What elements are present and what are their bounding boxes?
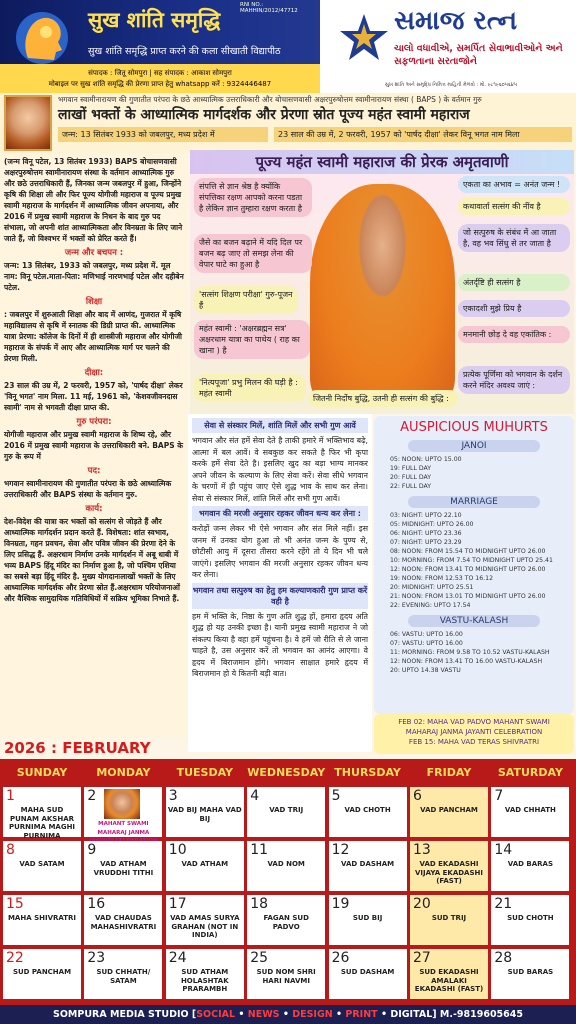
rni-number: RNI NO.: MAHHIN/2012/47712	[240, 2, 298, 14]
calendar-day-cell[interactable]	[329, 841, 407, 891]
muhurt-line: 20: UPTO 14.38 VASTU	[390, 667, 461, 674]
festival-line: FEB 02: MAHA VAD PADVO MAHANT SWAMI	[398, 718, 550, 726]
calendar-day-number: 16	[87, 896, 106, 912]
footer-social: SOCIAL	[196, 1009, 236, 1020]
editor-bar	[0, 64, 320, 93]
bio-heading-work: कार्य:	[85, 504, 103, 514]
calendar-day-number: 13	[413, 842, 431, 858]
calendar-day-number: 12	[331, 842, 350, 858]
muhurts-title: AUSPICIOUS MUHURTS	[400, 420, 548, 435]
calendar-day-event: SUD ATHAM HOLASHTAK PRARAMBH	[180, 968, 229, 993]
muhurt-line: 22: EVENING: UPTO 17.54	[390, 602, 471, 609]
quotes-title: पूज्य महंत स्वामी महाराज की प्रेरक अमृतवाणी	[190, 150, 574, 174]
marriage-list	[378, 511, 570, 610]
calendar-day-cell[interactable]	[247, 895, 325, 945]
samaj-ratna-title: સમાજ રત્ન	[394, 6, 518, 36]
teachings-column	[188, 414, 372, 752]
marriage-label: MARRIAGE	[408, 496, 540, 508]
muhurt-line: 07: VASTU: UPTO 16.00	[390, 640, 463, 647]
calendar-day-number: 28	[494, 950, 513, 966]
calendar-day-cell[interactable]	[247, 841, 325, 891]
swami-photo	[310, 184, 455, 404]
muhurt-line: 07: NIGHT: UPTO 23.29	[390, 539, 462, 546]
muhurt-line: 22: FULL DAY	[390, 483, 432, 490]
muhurt-line: 06: VASTU: UPTO 16.00	[390, 631, 463, 638]
muhurt-line: 20: FULL DAY	[390, 474, 432, 481]
intro-band	[0, 93, 576, 153]
calendar-day-number: 15	[6, 896, 24, 912]
calendar-day-number: 20	[413, 896, 431, 912]
calendar-day-cell[interactable]	[3, 895, 81, 945]
teaching-heading-2: भगवान की मरजी अनुसार रहकर जीवन धन्य कर लेना :	[192, 506, 368, 521]
calendar-day-event: VAD CHAUDAS MAHASHIVRATRI	[90, 914, 157, 931]
calendar-day-cell[interactable]	[491, 895, 569, 945]
calendar-day-number: 21	[494, 896, 513, 912]
day-header: SUNDAY	[16, 766, 68, 779]
editor-line: संपादक : जितू सोमपुरा | सह संपादक : आकाश सोमपुरा	[88, 69, 232, 77]
contact-line: मोबाइल पर सुख शांति समृद्धि की प्रेरणा प्राप्त हेतु whatsapp करें : 9324446487	[48, 80, 272, 88]
quote-5: 'नित्यपूजा' प्रभु मिलन की घड़ी है : महंत स्वामी	[194, 374, 306, 402]
calendar-day-number: 19	[331, 896, 350, 912]
quote-9: अंतर्दृष्टि ही सत्संग है	[458, 274, 570, 291]
calendar-day-event: VAD CHOTH	[344, 806, 391, 814]
muhurt-line: 06: NIGHT: UPTO 23.36	[390, 530, 462, 537]
calendar-day-event: VAD BIJ MAHA VAD BIJ	[167, 806, 242, 823]
calendar-day-event: SUD NOM SHRI HARI NAVMI	[256, 968, 316, 985]
calendar-day-cell[interactable]	[84, 787, 162, 837]
calendar-day-cell[interactable]	[410, 895, 488, 945]
bio-guru: योगीजी महाराज और प्रमुख स्वामी महाराज के शिष्य रहे, और 2016 में प्रमुख स्वामी महाराज के उत्तराधिकारी बने. BAPS के गुरु के रूप में	[4, 430, 183, 461]
calendar-day-number: 2	[87, 788, 97, 804]
masthead-sukh-shanti	[0, 0, 320, 93]
masthead-title: सुख शांति समृद्धि	[88, 8, 221, 32]
calendar-day-cell[interactable]	[3, 841, 81, 891]
bio-intro: (जन्म विनू पटेल, 13 सितंबर 1933) BAPS बोचासणवासी अक्षरपुरुषोत्तम स्वामीनारायण संस्था के वर्तमान आध्यात्मिक गुरु और छठे उत्तराधिकारी हैं, जिनका जन्म जबलपुर में हुआ, जिन्होंने कृषि की शिक्षा ली और फिर पूज्य योगीजी महाराज व पूज्य प्रमुख स्वामी महाराज के मार्गदर्शन में आध्यात्मिक जीवन अपनाया, और 2016 में प्रमुख स्वामी महाराज के निधन के बाद गुरु पद संभाला, जो अपनी शांत आध्यात्मिकता और विनम्रता के लिए जाने जाते हैं, जो विश्वभर में भक्तों को प्रेरित करते हैं।	[4, 157, 183, 243]
quote-10: एकादशी मुझे प्रिय है	[458, 300, 570, 317]
calendar-day-cell[interactable]	[329, 787, 407, 837]
muhurt-line: 21: NOON: FROM 13.01 TO MIDNIGHT UPTO 26.00	[390, 593, 546, 600]
calendar-day-number: 10	[168, 842, 187, 858]
intro-line: भगवान स्वामीनारायण की गुणातीत परंपरा के छठे आध्यात्मिक उत्तराधिकारी और बोचासणवासी अक्षरपुरुषोत्तम स्वामीनारायण संस्था ( BAPS ) के वर्तमान गुरु	[58, 95, 482, 104]
muhurt-line: 20: MIDNIGHT: UPTO 25.51	[390, 584, 474, 591]
day-header: MONDAY	[96, 766, 151, 779]
quote-2: जैसे का बजन बढ़ाने में यदि दिल पर बजन बढ़ जाए तो समझ लेना की वेपार घाटे का हुआ है	[194, 234, 312, 273]
calendar-day-number: 25	[250, 950, 269, 966]
footer-design: DESIGN	[292, 1009, 333, 1020]
calendar-day-event: SUD CHHATH/ SATAM	[96, 968, 151, 985]
bio-heading-birth: जन्म और बचपन :	[64, 248, 124, 258]
calendar-day-cell[interactable]	[410, 949, 488, 999]
calendar-day-cell[interactable]	[3, 949, 81, 999]
samaj-ratna-subtitle: ચાલો વધાવીએ, સમર્પિત સેવાભાવીઓને અને સફળતાના સરતાજોને	[394, 43, 563, 67]
calendar-day-event: VAD BARAS	[507, 860, 553, 868]
teaching-text-2: करोड़ों जन्म लेकर भी ऐसे भगवान और संत मिले नहीं। इस जनम में उनका योग हुआ तो भी अनंत जन्म के पुण्य से, छोटीसी आयु में दूसरा तीसरा करने रहेंगे तो ये दिन भी चले जाएंगे। इसलिए भगवान की मरजी अनुसार रहकर जीवन धन्य कर लेना।	[192, 524, 368, 579]
day-header: WEDNESDAY	[247, 766, 326, 779]
calendar-day-number: 3	[168, 788, 178, 804]
teaching-text-3: हम में भक्ति के, निष्ठा के गुण अति शुद्ध हों, हमारा हृदय अति शुद्ध हो यह उनकी इच्छा है। यानी प्रमुख स्वामी महाराज ने जो संकल्प किया है वहा हमें पहुंचना है। वे हमें जो रीति से ले जाना चाहते है, उस अनुसार करें तो भगवान का आनंद आएगा। वे हृदय में बिराजमान होंगे। भगवान साक्षात हमारे हृदय में बिराजमान हो ये कितनी बड़ी बात।	[192, 611, 368, 678]
calendar-day-cell[interactable]	[84, 841, 162, 891]
calendar-day-cell[interactable]	[410, 841, 488, 891]
swami-portrait-photo	[4, 95, 52, 151]
calendar-day-cell[interactable]	[84, 895, 162, 945]
footer-contact: DIGITAL] M.-9819605645	[390, 1009, 524, 1020]
day-header: SATURDAY	[497, 766, 563, 779]
calendar-day-event: VAD CHHATH	[504, 806, 556, 814]
quote-3: 'सत्संग शिक्षण परीक्षा' गुरु-पूजन हैं	[194, 286, 298, 314]
quotes-panel	[190, 174, 574, 414]
calendar-day-event: SUD BARAS	[507, 968, 554, 976]
calendar-day-number: 26	[331, 950, 350, 966]
bio-heading-education: शिक्षा	[85, 297, 103, 307]
muhurt-line: 08: NOON: FROM 15.54 TO MIDNIGHT UPTO 26.00	[390, 548, 546, 555]
calendar-day-event: SUD DASHAM	[340, 968, 395, 976]
calendar-day-number: 5	[331, 788, 341, 804]
calendar-day-cell[interactable]	[247, 949, 325, 999]
quote-1: संपत्ति से ज्ञान श्रेष्ठ है क्योंकि संपत्तिका रक्षण आपको करना पडता है लेकिन ज्ञान तुम्हारा रक्षण करता है	[194, 178, 312, 217]
calendar-day-number: 17	[168, 896, 187, 912]
diksha-badge: 23 साल की उम्र में, 2 फरवरी, 1957 को 'पार्षद दीक्षा' लेकर विनू भगत नाम मिला	[274, 127, 572, 142]
calendar-day-number: 7	[494, 788, 504, 804]
calendar-day-event: VAD AMAS SURYA GRAHAN (NOT IN INDIA)	[170, 914, 240, 939]
muhurt-line: 03: NIGHT: UPTO 22.10	[390, 512, 462, 519]
calendar-day-cell[interactable]	[166, 841, 244, 891]
masthead-samaj-ratna	[320, 0, 576, 93]
samaj-ratna-footnote: સુખ શાંતિ અને સમૃદ્ધિ નિમિત્ત માહિતી મેળવો : મો. ૯૮૧૯૬૦૫૬૪૫	[384, 82, 518, 88]
muhurt-line: 11: MORNING: FROM 9.58 TO 10.52 VASTU-KALASH	[390, 649, 550, 656]
intro-headline: लाखों भक्तों के आध्यात्मिक मार्गदर्शक और प्रेरणा स्रोत पूज्य महंत स्वामी महाराज	[58, 107, 470, 123]
bio-heading-diksha: दीक्षा:	[84, 368, 104, 378]
quote-7: कथावार्ता सत्संग की नींव है	[458, 198, 570, 215]
footer-studio: SOMPURA MEDIA STUDIO [	[52, 1009, 197, 1020]
muhurt-line: 19: FULL DAY	[390, 465, 432, 472]
footer-news: NEWS	[247, 1009, 280, 1020]
calendar-day-cell[interactable]	[329, 949, 407, 999]
calendar-day-number: 6	[413, 788, 422, 804]
muhurt-line: 05: NOON: UPTO 15.00	[390, 456, 462, 463]
bio-birth: जन्म: 13 सितंबर, 1933 को जबलपुर, मध्य प्रदेश में. मूल नाम: विनू पटेल.माता-पिता: मणिभाई नारणभाई पटेल और दहीबेन पटेल.	[4, 261, 184, 292]
swami-thumbnail	[104, 789, 140, 819]
masthead-subtitle: सुख शांति समृद्धि प्राप्त करने की कला सीखाती विद्यापीठ	[88, 46, 281, 57]
calendar-day-event: VAD ATHAM VRUDDHI TITHI	[93, 860, 154, 877]
calendar-day-event: SUD EKADASHI AMALAKI EKADASHI (FAST)	[414, 968, 484, 993]
bio-heading-guru: गुरु परंपरा:	[76, 417, 112, 427]
day-header: THURSDAY	[334, 766, 401, 779]
teaching-heading-3: भगवान तथा सत्पुरुष का हेतु हम कल्याणकारी गुण प्राप्त करें वही है	[192, 583, 368, 609]
day-header: FRIDAY	[426, 766, 472, 779]
vastu-list	[378, 630, 570, 675]
bio-diksha: 23 साल की उम्र में, 2 फरवरी, 1957 को, 'पार्षद दीक्षा' लेकर 'विनू भगत' नाम मिला. 11 मई, 1961 को, 'केशवजीवनदास स्वामी' नाम से भगवती दीक्षा प्राप्त की.	[4, 381, 183, 412]
muhurt-line: 12: NOON: FROM 13.41 TO MIDNIGHT UPTO 26.00	[390, 566, 546, 573]
calendar-day-cell[interactable]	[491, 949, 569, 999]
vastu-label: VASTU-KALASH	[408, 615, 540, 627]
calendar-day-cell[interactable]	[491, 787, 569, 837]
calendar-day-cell[interactable]	[84, 949, 162, 999]
calendar-day-cell[interactable]	[491, 841, 569, 891]
calendar-day-event: SUD CHOTH	[507, 914, 554, 922]
quote-13: जितनी निर्दोष बुद्धि, उतनी ही सत्संग की बुद्धि :	[308, 390, 458, 407]
calendar-month-label: 2026 : FEBRUARY	[4, 739, 151, 757]
calendar-day-cell[interactable]	[410, 787, 488, 837]
calendar-day-number: 14	[494, 842, 513, 858]
calendar-day-number: 11	[250, 842, 269, 858]
calendar-day-cell[interactable]	[247, 787, 325, 837]
janoi-list	[378, 455, 570, 491]
calendar-day-number: 22	[6, 950, 24, 966]
bio-post: भगवान स्वामीनारायण की गुणातीत परंपरा के छठे आध्यात्मिक उत्तराधिकारी और BAPS संस्था के वर्तमान गुरु.	[4, 479, 172, 499]
calendar-day-number: 8	[6, 842, 15, 858]
quote-8: जो सत्पुरुष के संबंध में आ जाता है, वह भव सिंधु से तर जाता है	[458, 224, 570, 252]
calendar-day-cell[interactable]	[166, 895, 244, 945]
calendar-day-number: 1	[6, 788, 15, 804]
star-logo-icon	[338, 12, 390, 64]
calendar-day-cell[interactable]	[329, 895, 407, 945]
calendar-day-event: VAD EKADASHI VIJAYA EKADASHI (FAST)	[415, 860, 483, 885]
calendar-day-event: VAD TRIJ	[269, 806, 304, 814]
calendar-day-event: VAD ATHAM	[181, 860, 229, 868]
quote-11: मनमानी छोड़ दे वह एकांतिक :	[458, 326, 570, 343]
calendar-day-number: 4	[250, 788, 260, 804]
calendar-day-event: SUD TRIJ	[431, 914, 467, 922]
muhurts-panel	[374, 416, 574, 714]
quote-4: महंत स्वामी : 'अक्षरब्रह्मन सत्र' अक्षरधाम यात्रा का पाथेय ( राह का खाना ) है	[194, 320, 310, 359]
calendar-grid	[0, 759, 576, 1005]
footer-bar: SOMPURA MEDIA STUDIO [SOCIAL • NEWS • DESIGN • PRINT • DIGITAL] M.-9819605645	[0, 1005, 576, 1024]
calendar-day-event: VAD NOM	[267, 860, 305, 868]
quote-6: एकता का अभाव = अनंत जन्म !	[458, 176, 570, 193]
calendar-day-event: MAHA SHIVRATRI	[7, 914, 77, 922]
calendar-day-number: 24	[168, 950, 187, 966]
calendar-day-event: VAD SATAM	[19, 860, 65, 868]
footer-print: PRINT	[345, 1009, 378, 1020]
calendar-day-event: FAGAN SUD PADVO	[263, 914, 309, 931]
calendar-day-number: 27	[413, 950, 431, 966]
festival-line: MAHARAJ JANMA JAYANTI CELEBRATION	[405, 728, 543, 736]
bio-education: : जबलपुर में शुरुआती शिक्षा और बाद में आणंद, गुजरात में कृषि महाविद्यालय से कृषि में स्नातक की डिग्री प्राप्त की. आध्यात्मिक यात्रा प्रेरणा: कॉलेज के दिनों में ही शास्त्रीजी महाराज और योगीजी महाराज के संपर्क में आए और आध्यात्मिक मार्ग पर चलने की प्रेरणा मिली.	[4, 310, 182, 363]
biography-column	[0, 153, 188, 738]
birth-badge: जन्म: 13 सितंबर 1933 को जबलपुर, मध्य प्रदेश में	[58, 127, 268, 142]
festival-line: FEB 15: MAHA VAD TERAS SHIVRATRI	[408, 738, 540, 746]
calendar-day-cell[interactable]	[166, 949, 244, 999]
muhurt-line: 10: MORNING: FROM 7.54 TO MIDNIGHT UPTO 25.41	[390, 557, 553, 564]
calendar-day-event: VAD DASHAM	[341, 860, 395, 868]
calendar-day-event: SUD PANCHAM	[12, 968, 72, 976]
bio-heading-post: पद:	[87, 466, 101, 476]
calendar-day-event: MAHANT SWAMI MAHARAJ JANMA	[97, 821, 150, 836]
muhurt-line: 19: NOON: FROM 12.53 TO 16.12	[390, 575, 494, 582]
muhurt-line: 12: NOON: FROM 13.41 TO 16.00 VASTU-KALASH	[390, 658, 543, 665]
calendar-day-event: SUD BIJ	[352, 914, 383, 922]
head-profile-logo-icon	[6, 8, 78, 66]
calendar-day-event: MAHA SUD PUNAM AKSHAR PURNIMA MAGHI PURNIMA	[8, 806, 76, 840]
calendar-day-number: 18	[250, 896, 269, 912]
teaching-text-1: भगवान और संत हमें सेवा देते है ताकी हमारे में भक्तिभाव बढ़े, आत्मा में बल आवें। वे सबकुछ कर सकते है फिर भी कृपा करके हमें सेवा देते है। इसलिए खुद का बड़ा भाग्य मानकर अपने जीवन के कल्याण के लिए सेवा करें। सेवा सीधे भगवान के चरणों में ही पहुंच जाए ऐसे शुद्ध भाव के साथ कर लेना। सेवा से संस्कार मिलें, शांति मिलें और सभी गुण आवें।	[192, 436, 368, 503]
day-header: TUESDAY	[176, 766, 234, 779]
quote-12: प्रत्येक पूर्णिमा को भगवान के दर्शन करने मंदिर अवश्य जाएं :	[458, 366, 570, 394]
muhurt-line: 05: MIDNIGHT: UPTO 26.00	[390, 521, 474, 528]
teaching-heading-1: सेवा से संस्कार मिलें, शांति मिलें और सभी गुण आवें	[192, 418, 368, 433]
calendar-day-cell[interactable]	[166, 787, 244, 837]
calendar-day-cell[interactable]	[3, 787, 81, 840]
calendar-day-event: VAD PANCHAM	[420, 806, 478, 814]
bio-work: देश-विदेश की यात्रा कर भक्तों को सत्संग से जोड़ते हैं और आध्यात्मिक मार्गदर्शन प्रदान करते हैं. विशेषता: शांत स्वभाव, विनम्रता, गहन प्रवचन, सेवा और पवित्र जीवन की प्रेरणा देने के लिए प्रसिद्ध हैं. अक्षरधाम निर्माण उनके मार्गदर्शन में अबू धाबी में भव्य BAPS हिंदू मंदिर का निर्माण हुआ है, जो पश्चिम एशिया का सबसे बड़ा हिंदू मंदिर है. मुख्य योगदानःलाखों भक्तों के लिए आध्यात्मिक मार्गदर्शक और प्रेरणा स्रोत हैं.अक्षरधाम परियोजनाओं और वैश्विक सामुदायिक गतिविधियों में सक्रिय भूमिका निभाते हैं.	[4, 517, 180, 603]
festivals-box	[374, 714, 574, 754]
calendar-day-number: 9	[87, 842, 97, 858]
calendar-day-number: 23	[87, 950, 106, 966]
janoi-label: JANOI	[408, 440, 540, 452]
